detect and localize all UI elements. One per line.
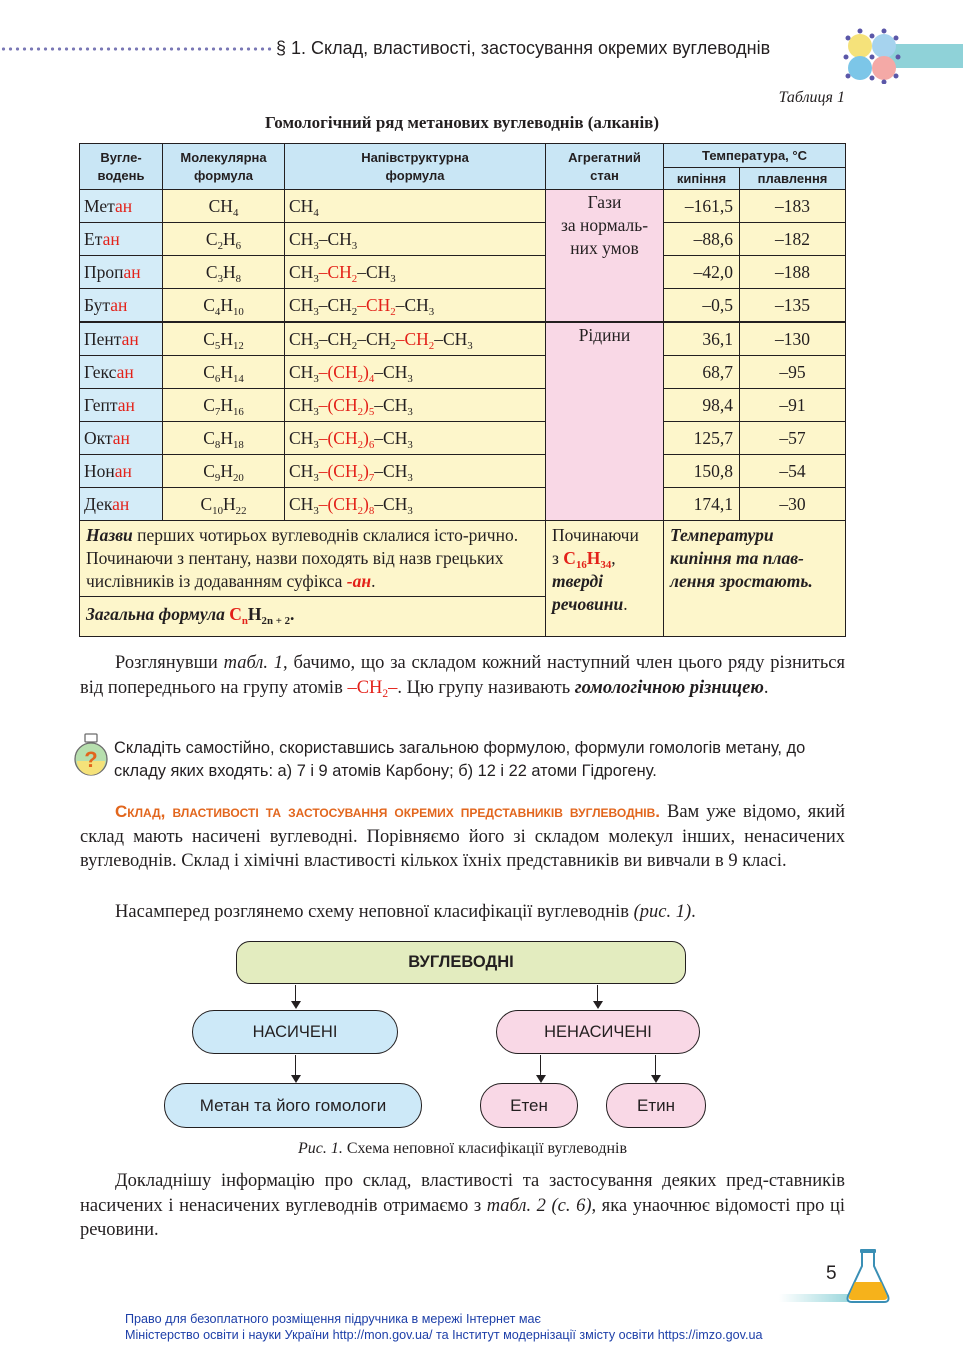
molecular-formula: $C_7H_{16}$ xyxy=(163,389,285,422)
arrow-to-ethyne xyxy=(655,1055,656,1081)
boiling-point: 98,4 xyxy=(664,389,740,422)
semistructural-formula: $CH_4$ xyxy=(285,190,546,223)
paragraph-homologous-difference: Розглянувши табл. 1, бачимо, що за складом кожний наступний член цього ряду різниться від попереднього на групу атомів $-CH_2-$. Цю групу називають гомологічною різницею. xyxy=(80,653,846,700)
molecular-formula: $C_9H_{20}$ xyxy=(163,455,285,488)
paragraph-more-info: Докладнішу інформацію про склад, властивості та застосування деяких пред-ставників насичених і ненасичених вуглеводнів отримаємо з табл. 2 (с. 6), яка унаочнює відомості про ці речовини. xyxy=(80,1171,845,1240)
semistructural-formula: $CH_3-(CH_2)_4-CH_3$ xyxy=(285,356,546,389)
molecular-formula: $C_8H_{18}$ xyxy=(163,422,285,455)
semistructural-formula: $CH_3-CH_2-CH_2-CH_3$ xyxy=(285,289,546,323)
melting-point: –30 xyxy=(740,488,846,521)
boiling-point: 125,7 xyxy=(664,422,740,455)
melting-point: –182 xyxy=(740,223,846,256)
alkane-row xyxy=(80,289,846,323)
alkane-row xyxy=(80,455,846,488)
alkane-row xyxy=(80,256,846,289)
table-title: Гомологічний ряд метанових вуглеводнів (алканів) xyxy=(264,113,660,132)
task-flask-icon xyxy=(73,733,109,777)
melting-point: –95 xyxy=(740,356,846,389)
alkane-name: Пентан xyxy=(80,322,163,356)
header-dotted-line xyxy=(0,47,272,51)
diagram-methane-homologs: Метан та його гомологи xyxy=(164,1083,422,1128)
boiling-point: –88,6 xyxy=(664,223,740,256)
melting-point: –91 xyxy=(740,389,846,422)
alkanes-table xyxy=(79,143,846,637)
boiling-point: 36,1 xyxy=(664,322,740,356)
diagram-ethyne: Етин xyxy=(606,1083,706,1128)
alkane-row xyxy=(80,422,846,455)
melting-point: –54 xyxy=(740,455,846,488)
semistructural-formula: $CH_3-CH_3$ xyxy=(285,223,546,256)
diagram-unsaturated: НЕНАСИЧЕНІ xyxy=(496,1010,700,1054)
col-header-hydrocarbon: Вугле- водень xyxy=(80,144,163,190)
melting-point: –135 xyxy=(740,289,846,323)
alkane-name: Бутан xyxy=(80,289,163,323)
alkane-name: Нонан xyxy=(80,455,163,488)
semistructural-formula: $CH_3-(CH_2)_7-CH_3$ xyxy=(285,455,546,488)
molecular-formula: $CH_4$ xyxy=(163,190,285,223)
alkane-row xyxy=(80,356,846,389)
alkane-name: Гептан xyxy=(80,389,163,422)
boiling-point: –161,5 xyxy=(664,190,740,223)
molecular-formula: $C_2H_6$ xyxy=(163,223,285,256)
alkane-row xyxy=(80,389,846,422)
flask-icon xyxy=(845,1248,891,1304)
col-header-state: Агрегатний стан xyxy=(546,144,664,190)
molecular-formula: $C_{10}H_{22}$ xyxy=(163,488,285,521)
arrow-to-methane xyxy=(295,1055,296,1081)
boiling-point: –42,0 xyxy=(664,256,740,289)
arrow-to-ethene xyxy=(540,1055,541,1081)
col-header-melting: плавлення xyxy=(740,168,846,190)
alkane-name: Декан xyxy=(80,488,163,521)
semistructural-formula: $CH_3-(CH_2)_6-CH_3$ xyxy=(285,422,546,455)
alkane-name: Етан xyxy=(80,223,163,256)
diagram-root-hydrocarbons: ВУГЛЕВОДНІ xyxy=(236,941,686,984)
molecular-formula: $C_4H_{10}$ xyxy=(163,289,285,323)
col-header-semistructural: Напівструктурна формула xyxy=(285,144,546,190)
table-caption: Таблиця 1 xyxy=(778,89,845,106)
page-number: 5 xyxy=(826,1263,837,1284)
molecular-formula: $C_3H_8$ xyxy=(163,256,285,289)
alkane-row xyxy=(80,488,846,521)
state-liquid: Рідини xyxy=(546,322,664,521)
molecular-formula: $C_6H_{14}$ xyxy=(163,356,285,389)
task-text: Складіть самостійно, скориставшись загальною формулою, формули гомологів метану, до складу яких входять: а) 7 і 9 атомів Карбону; б) 12 і 22 атоми Гідрогену. xyxy=(114,739,806,780)
alkane-row xyxy=(80,322,846,356)
arrow-to-saturated xyxy=(295,985,296,1007)
alkane-name: Октан xyxy=(80,422,163,455)
svg-text:?: ? xyxy=(84,747,98,772)
footer-license: Право для безоплатного розміщення підручника в мережі Інтернет має Міністерство освіти і науки України http://mon.gov.ua/ та Інститут модернізації змісту освіти https://imzo.gov.ua xyxy=(125,1312,763,1342)
diagram-ethene: Етен xyxy=(480,1083,578,1128)
diagram-saturated: НАСИЧЕНІ xyxy=(192,1010,398,1054)
molecular-formula: $C_5H_{12}$ xyxy=(163,322,285,356)
arrow-to-unsaturated xyxy=(597,985,598,1007)
melting-point: –183 xyxy=(740,190,846,223)
paragraph-composition: Склад, властивості та застосування окремих представників вуглеводнів. Вам уже відомо, який склад мають насичені вуглеводні. Порівняємо його зі складом молекул інших, ненасичених вуглеводнів. Склад і хімічні властивості кількох їхніх представників ви вивчали в 9 класі. xyxy=(80,802,845,871)
col-header-molecular: Молекулярна формула xyxy=(163,144,285,190)
boiling-point: 68,7 xyxy=(664,356,740,389)
alkane-row xyxy=(80,190,846,223)
boiling-point: –0,5 xyxy=(664,289,740,323)
alkane-row xyxy=(80,223,846,256)
col-header-boiling: кипіння xyxy=(664,168,740,190)
state-gas: Гази за нормаль- них умов xyxy=(546,190,664,323)
alkane-name: Пропан xyxy=(80,256,163,289)
melting-point: –130 xyxy=(740,322,846,356)
semistructural-formula: $CH_3-CH_2-CH_2-CH_2-CH_3$ xyxy=(285,322,546,356)
solid-note: Починаючи з $C_{16}H_{34}$, тверді речовини. xyxy=(546,521,664,637)
semistructural-formula: $CH_3-CH_2-CH_3$ xyxy=(285,256,546,289)
boiling-point: 150,8 xyxy=(664,455,740,488)
boiling-point: 174,1 xyxy=(664,488,740,521)
semistructural-formula: $CH_3-(CH_2)_5-CH_3$ xyxy=(285,389,546,422)
melting-point: –188 xyxy=(740,256,846,289)
names-note: Назви перших чотирьох вуглеводнів склалися істо-рично. Починаючи з пентану, назви походять від назв грецьких числівників із додаванням суфікса -ан. xyxy=(80,521,546,597)
molecule-icon xyxy=(842,28,902,84)
running-header: § 1. Склад, властивості, застосування окремих вуглеводнів xyxy=(276,38,771,58)
alkane-name: Метан xyxy=(80,190,163,223)
semistructural-formula: $CH_3-(CH_2)_8-CH_3$ xyxy=(285,488,546,521)
general-formula: Загальна формула $C_nH_{2n + 2}$. xyxy=(80,597,546,637)
melting-point: –57 xyxy=(740,422,846,455)
temperature-note: Температури кипіння та плав-лення зростають. xyxy=(664,521,846,637)
paragraph-scheme-intro: Насамперед розглянемо схему неповної класифікації вуглеводнів (рис. 1). xyxy=(115,902,696,922)
figure-caption: Рис. 1. Схема неповної класифікації вуглеводнів xyxy=(297,1140,628,1157)
alkane-name: Гексан xyxy=(80,356,163,389)
col-header-temperature: Температура, °C xyxy=(664,144,846,168)
